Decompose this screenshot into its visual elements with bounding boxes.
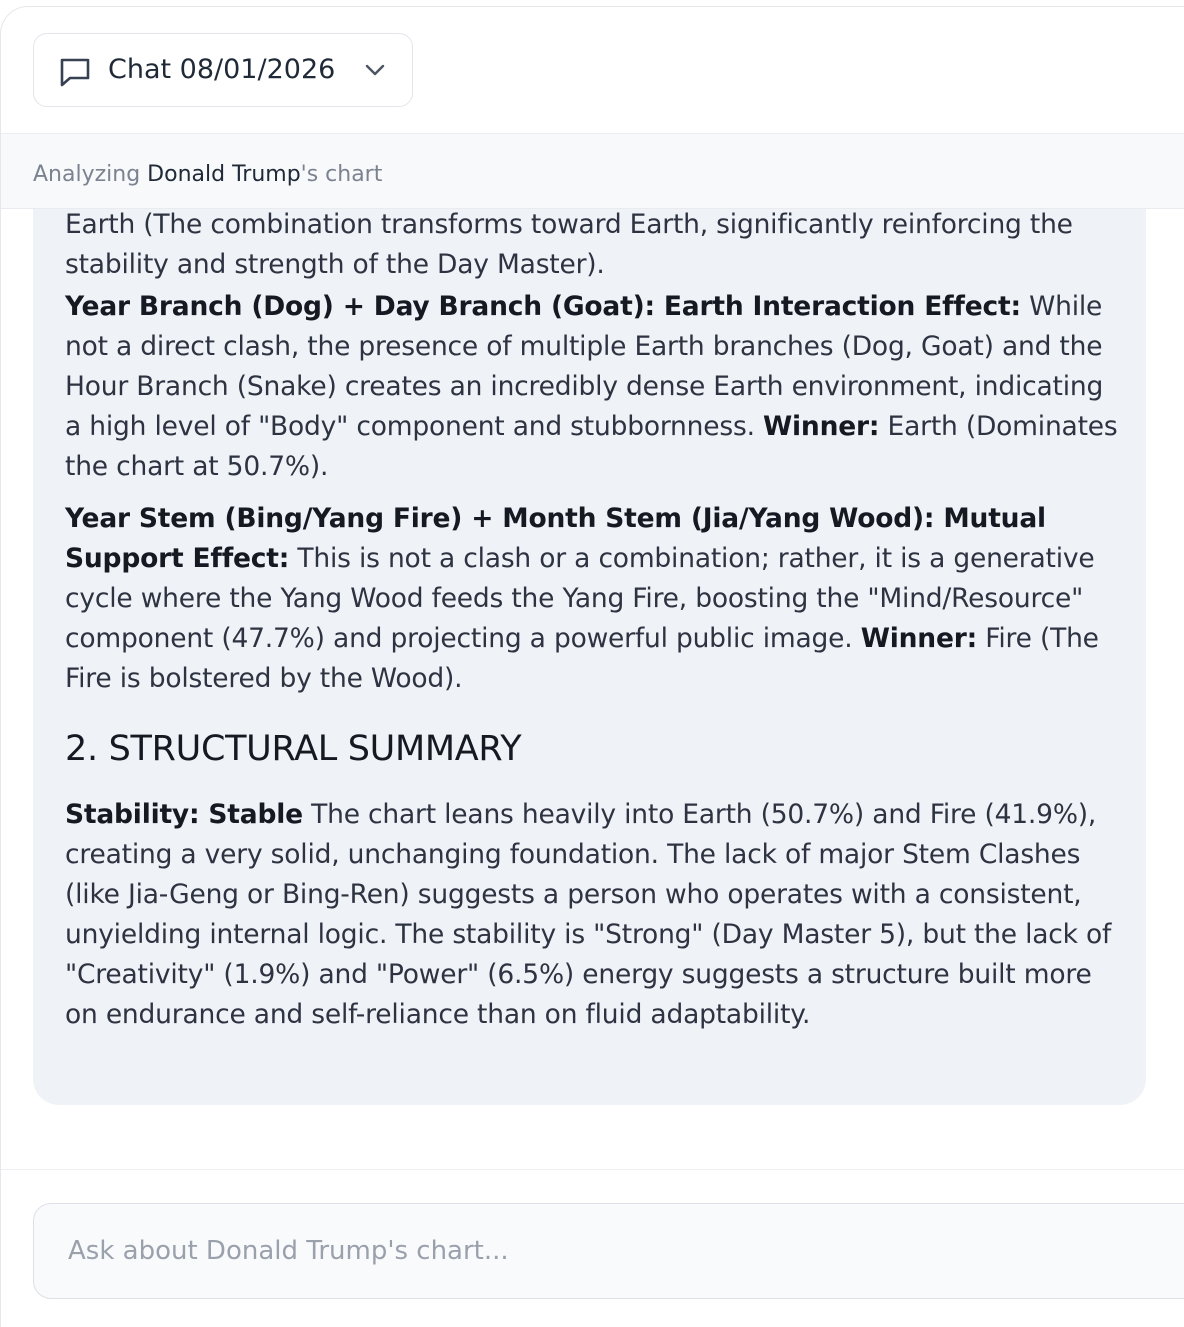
chat-selector-dropdown[interactable] bbox=[33, 33, 413, 107]
paragraph-bold: Winner: bbox=[763, 411, 880, 442]
paragraph-text: Fire (The Fire is bolstered by the Wood). bbox=[65, 623, 1099, 694]
chevron-down-icon bbox=[364, 62, 386, 78]
chat-panel bbox=[0, 6, 1184, 1327]
context-subject: Donald Trump bbox=[147, 162, 301, 187]
paragraph-text: This is not a clash or a combination; rather, it is a generative cycle where the Yang Wood feeds the Yang Fire, boosting the "Mind/Resource" component (47.7%) and projecting a powerful public image. bbox=[65, 543, 1095, 654]
message-scroll-area[interactable] bbox=[1, 209, 1184, 1167]
paragraph-bold: Stability: Stable bbox=[65, 799, 303, 830]
message-paragraph bbox=[65, 499, 1125, 699]
chat-title: Chat 08/01/2026 bbox=[108, 54, 336, 85]
paragraph-bold: Year Branch (Dog) + Day Branch (Goat): Earth Interaction Effect: bbox=[65, 291, 1021, 322]
chat-input[interactable] bbox=[66, 1230, 1170, 1272]
message-paragraph bbox=[65, 287, 1125, 487]
composer-divider bbox=[1, 1169, 1184, 1170]
analysis-context-text bbox=[33, 162, 382, 187]
context-suffix: 's chart bbox=[300, 162, 383, 187]
paragraph-bold: Year Stem (Bing/Yang Fire) + Month Stem (Jia/Yang Wood): Mutual Support Effect: bbox=[65, 503, 1046, 574]
paragraph-text: Earth (Dominates the chart at 50.7%). bbox=[65, 411, 1118, 482]
chat-composer[interactable] bbox=[33, 1203, 1184, 1299]
message-paragraph bbox=[65, 795, 1125, 1035]
paragraph-text: While not a direct clash, the presence of multiple Earth branches (Dog, Goat) and the Hour Branch (Snake) creates an incredibly dense Earth environment, indicating a high level of "Body" component and stubbornness. bbox=[65, 291, 1104, 442]
context-prefix: Analyzing bbox=[33, 162, 148, 187]
paragraph-text: The chart leans heavily into Earth (50.7%) and Fire (41.9%), creating a very solid, unchanging foundation. The lack of major Stem Clashes (like Jia-Geng or Bing-Ren) suggests a person who operates with a consistent, unyielding internal logic. The stability is "Strong" (Day Master 5), but the lack of "Creativity" (1.9%) and "Power" (6.5%) energy suggests a structure built more on endurance and self-reliance than on fluid adaptability. bbox=[65, 799, 1112, 1030]
section-heading: 2. STRUCTURAL SUMMARY bbox=[65, 729, 522, 769]
paragraph-text: Earth (The combination transforms toward Earth, significantly reinforcing the stability and strength of the Day Master). bbox=[65, 209, 1073, 280]
message-paragraph bbox=[65, 209, 1125, 285]
paragraph-bold: Winner: bbox=[860, 623, 978, 654]
assistant-message bbox=[33, 209, 1146, 1105]
message-square-icon bbox=[59, 57, 91, 87]
analysis-context-bar bbox=[1, 134, 1184, 209]
